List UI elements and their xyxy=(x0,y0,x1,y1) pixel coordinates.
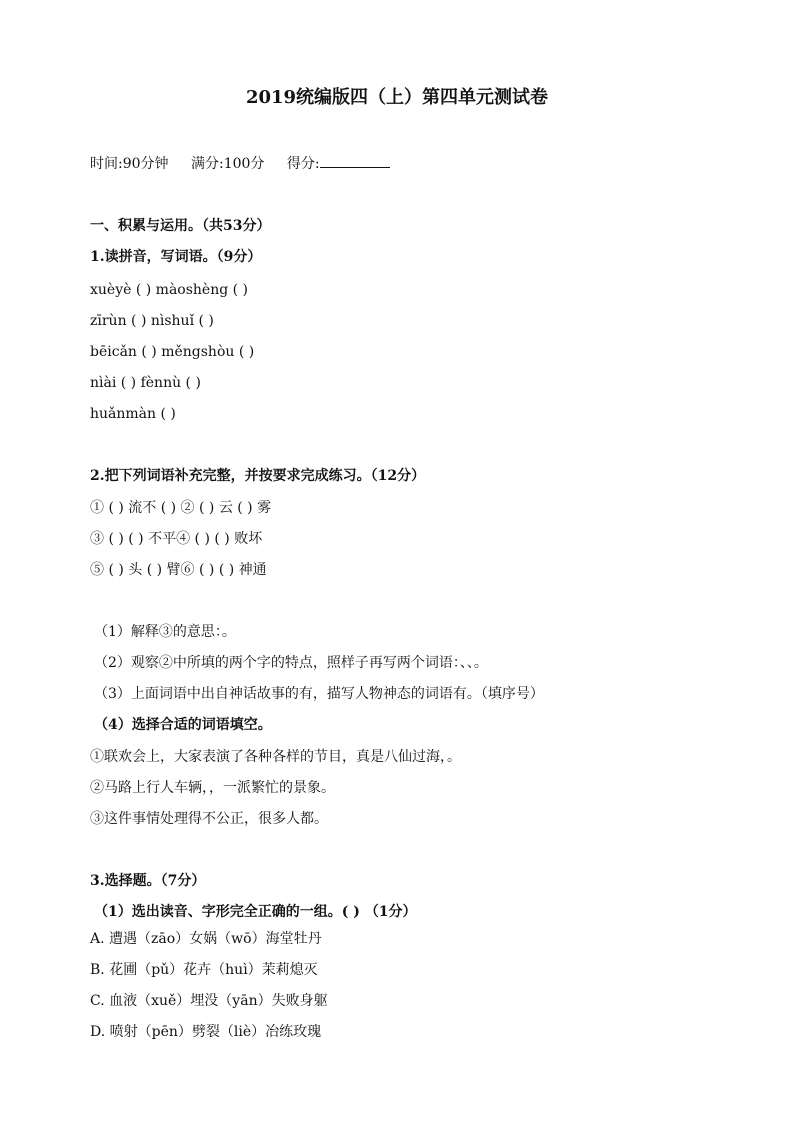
sub-question: （1）解释③的意思：。 xyxy=(94,624,236,640)
question-heading: 3.选择题。（7分） xyxy=(90,873,206,889)
sub-question-heading: （4）选择合适的词语填空。 xyxy=(94,717,272,733)
sub-question: （2）观察②中所填的两个字的特点，照样子再写两个词语：、、。 xyxy=(94,655,488,671)
idiom-line: ⑤ ( ) 头 ( ) 臂⑥ ( ) ( ) 神通 xyxy=(90,562,267,578)
full-score-info: 满分:100分 xyxy=(190,156,265,172)
choice-option-c: C. 血液（xuě）埋没（yān）失败身躯 xyxy=(90,993,328,1009)
choice-option-a: A. 遭遇（zāo）女娲（wō）海堂牡丹 xyxy=(90,931,322,947)
sub-question: （3）上面词语中出自神话故事的有，描写人物神态的词语有。（填序号） xyxy=(94,686,544,702)
fill-sentence: ③这件事情处理得不公正，很多人都。 xyxy=(90,811,328,827)
score-label: 得分: xyxy=(286,156,320,172)
pinyin-line: nìài ( ) fènnù ( ) xyxy=(90,375,201,391)
idiom-line: ③ ( ) ( ) 不平④ ( ) ( ) 败坏 xyxy=(90,531,263,547)
score-blank[interactable] xyxy=(320,155,390,168)
page-title: 2019统编版四（上）第四单元测试卷 xyxy=(245,87,549,108)
choice-option-d: D. 喷射（pēn）劈裂（liè）冶练玫瑰 xyxy=(90,1024,322,1040)
pinyin-line: bēicǎn ( ) měngshòu ( ) xyxy=(90,344,255,360)
pinyin-line: zīrùn ( ) nìshuǐ ( ) xyxy=(90,313,214,329)
fill-sentence: ①联欢会上，大家表演了各种各样的节目，真是八仙过海，。 xyxy=(90,749,461,765)
sub-question-heading: （1）选出读音、字形完全正确的一组。( ) （1分） xyxy=(94,904,417,920)
pinyin-line: xuèyè ( ) màoshèng ( ) xyxy=(90,282,249,298)
fill-sentence: ②马路上行人车辆，，一派繁忙的景象。 xyxy=(90,780,335,796)
choice-option-b: B. 花圃（pǔ）花卉（huì）茉莉熄灭 xyxy=(90,962,318,978)
exam-meta xyxy=(90,154,408,174)
question-heading: 2.把下列词语补充完整，并按要求完成练习。（12分） xyxy=(90,468,426,484)
time-info: 时间:90分钟 xyxy=(90,156,169,172)
section-heading: 一、积累与运用。（共53分） xyxy=(90,218,271,234)
idiom-line: ① ( ) 流不 ( ) ② ( ) 云 ( ) 雾 xyxy=(90,500,272,516)
pinyin-line: huǎnmàn ( ) xyxy=(90,406,176,422)
question-heading: 1.读拼音，写词语。（9分） xyxy=(90,249,262,265)
